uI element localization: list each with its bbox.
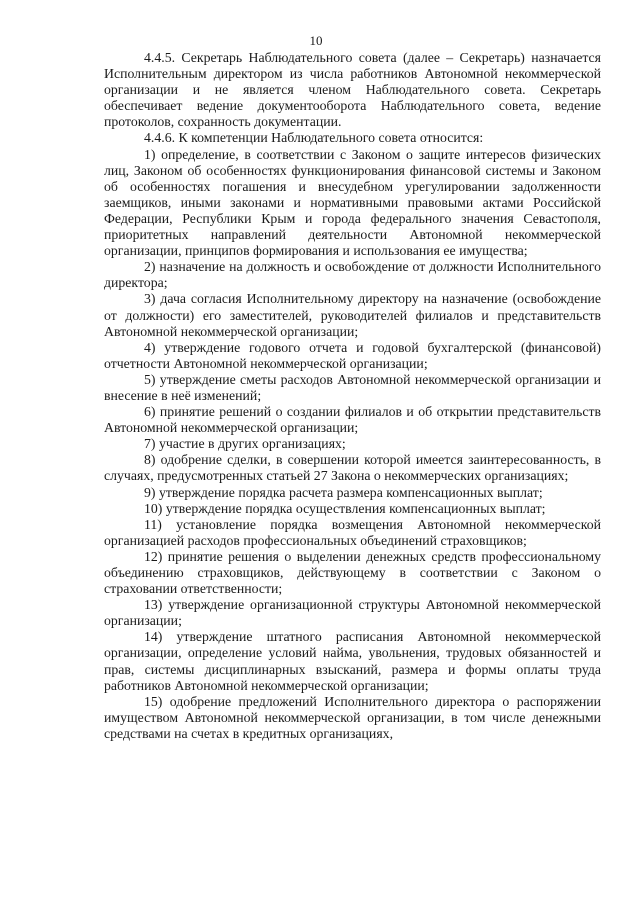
list-item-12: 12) принятие решения о выделении денежных средств профессиональному объединению страховщиков, действующему в соответствии с Законом о страховании ответственности; [104,548,601,597]
list-item-4: 4) утверждение годового отчета и годовой бухгалтерской (финансовой) отчетности Автономной некоммерческой организации; [104,339,601,371]
list-item-7: 7) участие в других организациях; [144,436,346,452]
page-number: 10 [309,33,323,48]
list-item-6: 6) принятие решений о создании филиалов и об открытии представительств Автономной некоммерческой организации; [104,404,601,436]
list-item-2: 2) назначение на должность и освобождение от должности Исполнительного директора; [104,259,601,291]
list-item-13: 13) утверждение организационной структуры Автономной некоммерческой организации; [104,597,601,629]
list-item-8: 8) одобрение сделки, в совершении которой имеется заинтересованность, в случаях, предусмотренных статьей 27 Закона о некоммерческих организациях; [104,452,601,484]
list-item-15: 15) одобрение предложений Исполнительного директора о распоряжении имуществом Автономной некоммерческой организации, в том числе денежными средствами на счетах в кредитных организациях, [104,693,601,741]
paragraph-4-4-6: 4.4.6. К компетенции Наблюдательного совета относится: [144,130,484,146]
paragraph-4-4-5: 4.4.5. Секретарь Наблюдательного совета (далее – Секретарь) назначается Исполнительным директором из числа работников Автономной некоммерческой организации и не является членом Наблюдательного совета. Секретарь обеспечивает ведение документооборота Наблюдательного совета, ведение протоколов, сохранность документации. [104,50,601,130]
list-item-1: 1) определение, в соответствии с Законом о защите интересов физических лиц, Законом об особенностях функционирования финансовой системы и Законом об особенностях погашения и внесудебном урегулировании задолженности заемщиков, иными законами и нормативными правовыми актами Российской Федерации, Республики Крым и города федерального значения Севастополя, приоритетных направлений деятельности Автономной некоммерческой организации, принципов формирования и использования ее имущества; [104,146,601,259]
list-item-3: 3) дача согласия Исполнительному директору на назначение (освобождение от должности) его заместителей, руководителей филиалов и представительств Автономной некоммерческой организации; [104,291,601,339]
list-item-5: 5) утверждение сметы расходов Автономной некоммерческой организации и внесение в неё изменений; [104,371,601,403]
list-item-9: 9) утверждение порядка расчета размера компенсационных выплат; [144,484,543,500]
document-body [104,50,601,742]
list-item-14: 14) утверждение штатного расписания Автономной некоммерческой организации, определение условий найма, увольнения, трудовых обязанностей и прав, системы дисциплинарных взысканий, размера и формы оплаты труда работников Автономной некоммерческой организации; [104,629,601,693]
list-item-10: 10) утверждение порядка осуществления компенсационных выплат; [144,500,546,516]
list-item-11: 11) установление порядка возмещения Автономной некоммерческой организацией расходов профессиональных объединений страховщиков; [104,516,601,548]
